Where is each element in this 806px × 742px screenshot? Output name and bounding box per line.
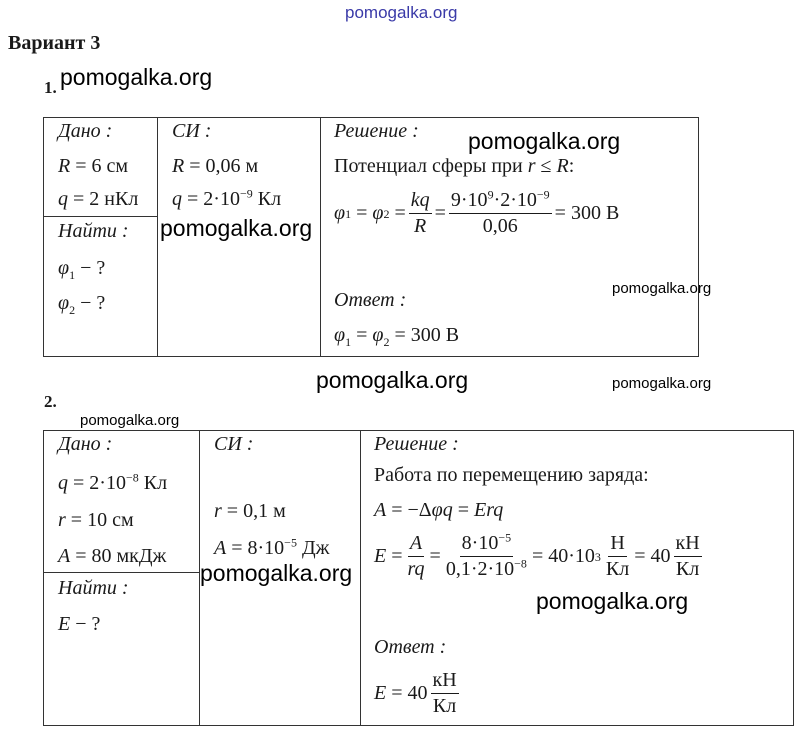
problem2-si-distance: r = 0,1 м xyxy=(214,500,286,522)
watermark-top: pomogalka.org xyxy=(345,3,458,22)
problem2-given-work: A = 80 мкДж xyxy=(58,545,167,567)
watermark: pomogalka.org xyxy=(60,64,213,90)
problem1-given-charge: q = 2 нКл xyxy=(58,188,139,210)
problem2-si-work: $A = 8\cdot 10^{-5}$ Дж xyxy=(214,535,330,559)
problem2-dano-label: Дано : xyxy=(58,433,113,455)
problem1-find-label: Найти : xyxy=(58,220,129,242)
watermark: pomogalka.org xyxy=(612,375,712,392)
problem1-answer-label: Ответ : xyxy=(334,289,407,311)
problem2-given-charge: $q = 2\cdot 10^{-8}$ Кл xyxy=(58,470,168,494)
variant-title: Вариант 3 xyxy=(8,32,101,54)
watermark: pomogalka.org xyxy=(468,128,621,154)
problem2-answer-label: Ответ : xyxy=(374,636,447,658)
problem1-answer: $\varphi_1 = \varphi_2 = 300$ В xyxy=(334,324,460,349)
problem1-given-radius: R = 6 см xyxy=(58,155,129,177)
watermark: pomogalka.org xyxy=(80,412,180,429)
problem2-answer: E = 40 $\frac{кН}{Кл}$ xyxy=(374,669,457,717)
watermark: pomogalka.org xyxy=(200,560,353,586)
watermark: pomogalka.org xyxy=(160,215,313,241)
problem2-number: 2. xyxy=(44,392,57,411)
watermark: pomogalka.org xyxy=(536,588,689,614)
problem2-find-e: E − ? xyxy=(58,613,101,635)
problem2-solution-label: Решение : xyxy=(374,433,459,455)
problem2-formula-field: E = $\frac{A}{rq}$ = $\frac{8\cdot 10^{-5}}{0,1\cdot 2\cdot 10^{-8}}$ = 40·10 3 $\frac{Н}{Кл}$ = 40 $\frac{кН}{Кл}$ xyxy=(374,530,700,580)
problem1-si-charge: $q = 2\cdot 10^{-9}$ Кл xyxy=(172,186,282,210)
problem1-si-label: СИ : xyxy=(172,120,212,142)
problem2-si-label: СИ : xyxy=(214,433,254,455)
problem1-si-radius: R = 0,06 м xyxy=(172,155,259,177)
problem2-solution-text: Работа по перемещению заряда: xyxy=(374,464,649,486)
watermark: pomogalka.org xyxy=(612,280,712,297)
watermark: pomogalka.org xyxy=(316,367,469,393)
problem1-dano-label: Дано : xyxy=(58,120,113,142)
problem2-find-label: Найти : xyxy=(58,577,129,599)
problem2-formula-work: A = −Δφq = Erq xyxy=(374,499,504,521)
problem1-solution-text: Потенциал сферы при r ≤ R: xyxy=(334,155,575,177)
problem1-formula: φ 1 = φ 2 = $\frac{kq}{R}$ = $\frac{9\cdot 10^9\cdot 2\cdot 10^{-9}}{0,06}$ = 300 В xyxy=(334,187,620,237)
problem1-number: 1. xyxy=(44,78,57,97)
problem2-given-distance: r = 10 см xyxy=(58,509,134,531)
problem1-find-phi1: $\varphi_1$ − ? xyxy=(58,257,106,282)
problem1-find-phi2: $\varphi_2$ − ? xyxy=(58,292,106,317)
problem1-solution-label: Решение : xyxy=(334,120,419,142)
